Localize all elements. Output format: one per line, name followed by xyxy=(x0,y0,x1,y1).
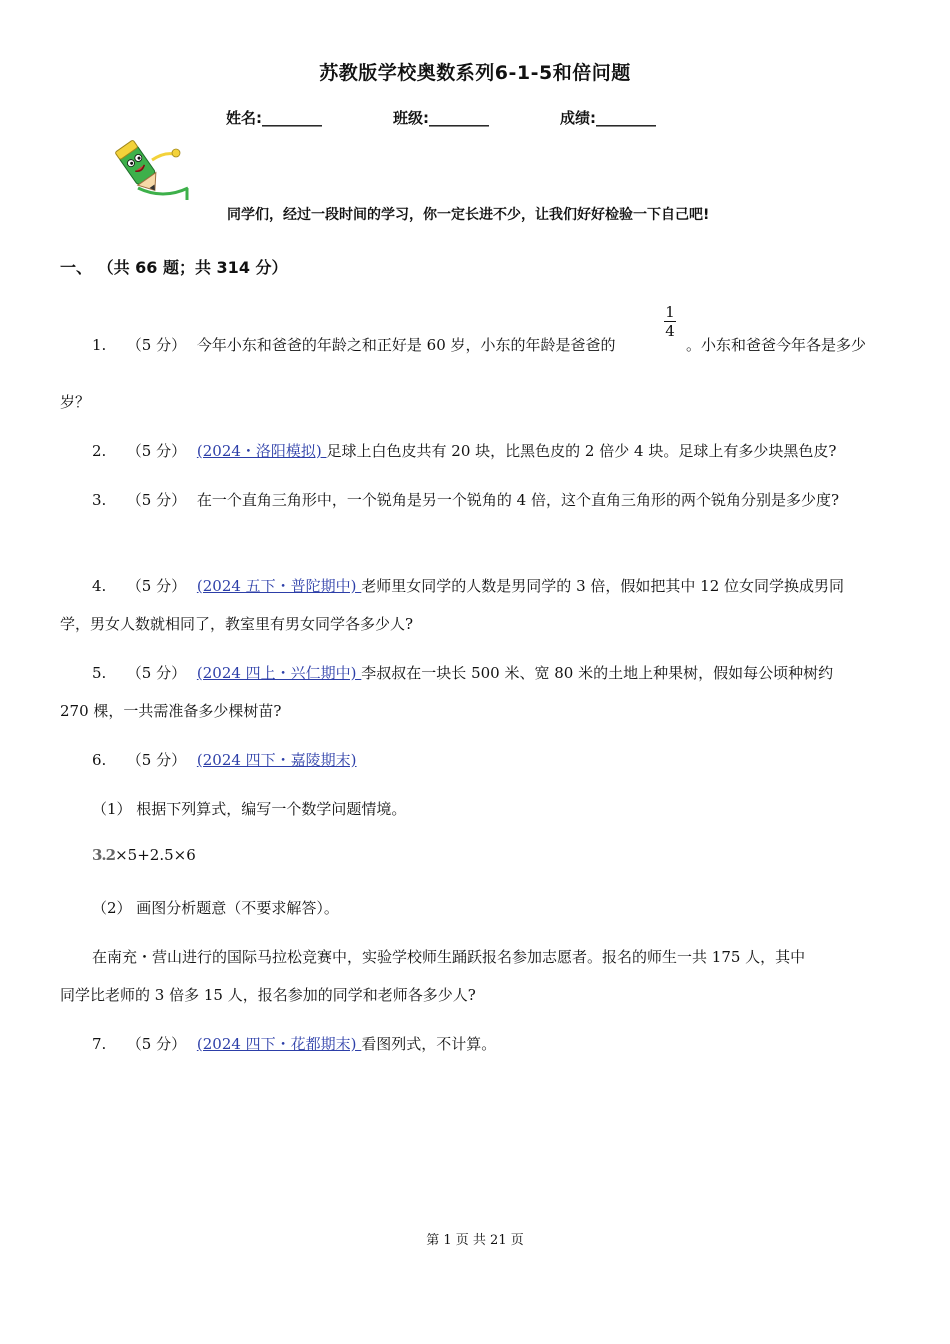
fraction-numerator: 1 xyxy=(665,303,675,321)
question-score: （5 分） xyxy=(126,664,187,682)
question-source-link[interactable]: (2024 四下・嘉陵期末) xyxy=(196,751,357,769)
question-number: 3. xyxy=(92,491,107,509)
sub-question-2: （2） 画图分析题意（不要求解答）。 xyxy=(92,899,339,917)
question-source-link[interactable]: (2024 五下・普陀期中) xyxy=(196,577,362,595)
question-score: （5 分） xyxy=(126,491,187,509)
question-6 xyxy=(60,750,900,770)
question-score: （5 分） xyxy=(126,442,187,460)
question-3 xyxy=(60,490,900,510)
fraction-denominator: 4 xyxy=(665,322,675,340)
formula-part: 3.2 xyxy=(92,846,116,864)
question-text-wrap: 同学比老师的 3 倍多 15 人，报名参加的同学和老师各多少人? xyxy=(60,986,476,1004)
question-number: 1. xyxy=(92,336,107,354)
class-field: 班级:________ xyxy=(393,109,489,127)
question-text-wrap: 岁？ xyxy=(60,393,91,411)
question-score: （5 分） xyxy=(126,336,187,354)
question-score: （5 分） xyxy=(126,751,187,769)
page-footer: 第 1 页 共 21 页 xyxy=(426,1233,524,1248)
question-text: 今年小东和爸爸的年龄之和正好是 60 岁，小东的年龄是爸爸的 xyxy=(196,336,616,354)
page-title: 苏教版学校奥数系列6-1-5和倍问题 xyxy=(319,62,631,84)
question-text: 在南充・营山进行的国际马拉松竞赛中，实验学校师生踊跃报名参加志愿者。报名的师生一共 175 人，其中 xyxy=(92,948,806,966)
question-4 xyxy=(60,576,900,596)
question-text: 看图列式，不计算。 xyxy=(361,1035,497,1053)
question-text: 李叔叔在一块长 500 米、宽 80 米的土地上种果树，假如每公顷种树约 xyxy=(361,664,834,682)
question-text: 在一个直角三角形中，一个锐角是另一个锐角的 4 倍，这个直角三角形的两个锐角分别是多少度? xyxy=(196,491,840,509)
question-7 xyxy=(60,1034,900,1054)
question-number: 6. xyxy=(92,751,107,769)
question-number: 7. xyxy=(92,1035,107,1053)
question-number: 4. xyxy=(92,577,107,595)
question-number: 2. xyxy=(92,442,107,460)
formula-part: ×5+2.5×6 xyxy=(115,846,196,864)
section-heading: 一、 （共 66 题；共 314 分） xyxy=(60,258,288,277)
question-score: （5 分） xyxy=(126,577,187,595)
question-text-wrap: 学，男女人数就相同了，教室里有男女同学各多少人? xyxy=(60,615,414,633)
question-number: 5. xyxy=(92,664,107,682)
question-source-link[interactable]: (2024 四上・兴仁期中) xyxy=(196,664,362,682)
sub-question-1: （1） 根据下列算式，编写一个数学问题情境。 xyxy=(92,800,407,818)
question-text: 老师里女同学的人数是男同学的 3 倍，假如把其中 12 位女同学换成男同 xyxy=(361,577,845,595)
question-score: （5 分） xyxy=(126,1035,187,1053)
question-2 xyxy=(60,441,900,461)
fraction-one-quarter xyxy=(663,303,677,340)
score-field: 成绩:________ xyxy=(560,109,656,127)
pencil-mascot-icon xyxy=(108,138,192,204)
name-field: 姓名:________ xyxy=(226,109,322,127)
question-5 xyxy=(60,663,900,683)
question-text-continued: 。小东和爸爸今年各是多少 xyxy=(686,336,867,354)
question-text-wrap: 270 棵，一共需准备多少棵树苗? xyxy=(60,702,282,720)
formula xyxy=(92,845,932,865)
question-source-link[interactable]: (2024・洛阳模拟) xyxy=(196,442,327,460)
question-text: 足球上白色皮共有 20 块，比黑色皮的 2 倍少 4 块。足球上有多少块黑色皮? xyxy=(326,442,837,460)
greeting-text: 同学们，经过一段时间的学习，你一定长进不少，让我们好好检验一下自己吧! xyxy=(227,207,710,223)
question-source-link[interactable]: (2024 四下・花都期末) xyxy=(196,1035,362,1053)
